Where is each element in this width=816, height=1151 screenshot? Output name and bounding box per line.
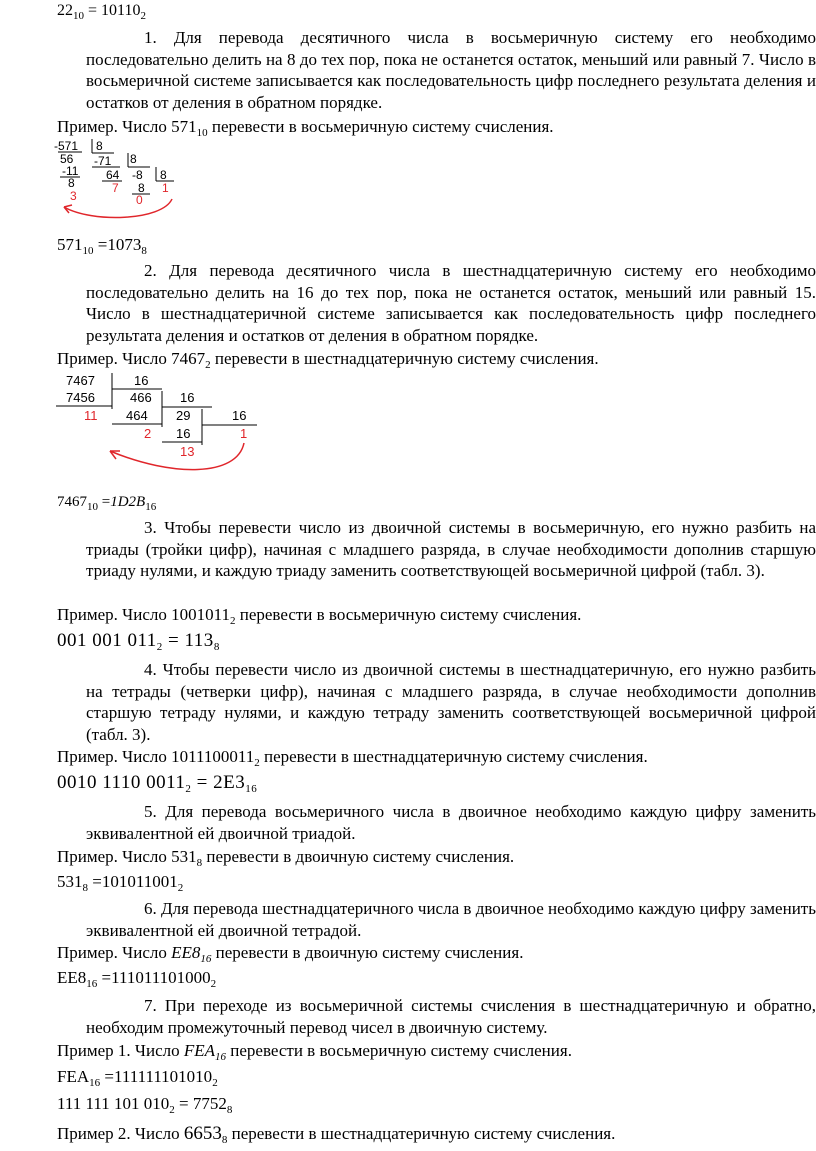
result-6: $EE8_{16} =111011101000_2$ — [57, 968, 217, 990]
fig1-cell: -71 — [94, 154, 112, 168]
fig2-cell: 466 — [130, 390, 152, 405]
fig2-cell: 29 — [176, 408, 191, 423]
example-2: Пример. Число $7467_2$ перевести в шестнадцатеричную систему счисления. — [57, 349, 599, 371]
example-4: Пример. Число $1011100011_2$ перевести в шестнадцатеричную систему счисления. — [57, 747, 648, 769]
fig1-cell: 8 — [68, 176, 75, 190]
paragraph-2: 2. Для перевода десятичного числа в шестнадцатеричную систему его необходимо последовательно делить на 16 до тех пор, пока не останется остаток, меньший или равный 15. Число в шестнадцатеричной системе записывается как последовательность цифр последнего результата деления и остатков от деления в обратном порядке. — [86, 261, 816, 345]
fig2-cell: 7467 — [66, 373, 95, 388]
result-3: 001 001 $011_2 = 113_8$ — [57, 630, 220, 653]
fig2-cell: 16 — [134, 373, 149, 388]
fig1-cell: 8 — [96, 139, 103, 153]
paragraph-6: 6. Для перевода шестнадцатеричного числа в двоичное необходимо каждую цифру заменить эквивалентной ей двоичной тетрадой. — [86, 899, 816, 940]
fig2-cell: 16 — [180, 390, 195, 405]
fig1-remainder: 7 — [112, 181, 119, 195]
paragraph-5: 5. Для перевода восьмеричного числа в двоичное необходимо каждую цифру заменить эквивалентной ей двоичной триадой. — [86, 802, 816, 843]
example-7: Пример 1. Число $FEA_{16}$ перевести в восьмеричную систему счисления. — [57, 1041, 572, 1063]
fig1-remainder: 3 — [70, 189, 77, 203]
paragraph-4: 4. Чтобы перевести число из двоичной системы в шестнадцатеричную, его нужно разбить на тетрады (четверки цифр), начиная с младшего разряда, в случае необходимости дополнив старшую тетраду нулями, и каждую тетраду заменить соответствующей восьмеричной цифрой (табл. 3). — [86, 660, 816, 744]
fig1-cell: 8 — [130, 152, 137, 166]
fig1-remainder: 1 — [162, 181, 169, 195]
fig1-cell: -571 — [54, 139, 79, 153]
fig1-remainder: 0 — [136, 193, 143, 207]
example-8: Пример 2. Число $6653_8$ перевести в шестнадцатеричную систему счисления. — [57, 1123, 616, 1146]
fig1-cell: -11 — [62, 164, 79, 178]
example-1: Пример. Число $571_{10}$ перевести в восьмеричную систему счисления. — [57, 117, 554, 139]
example-5: Пример. Число $531_8$ перевести в двоичную систему счисления. — [57, 847, 515, 869]
fig1-cell: 56 — [60, 152, 74, 166]
fig2-cell: 16 — [176, 426, 191, 441]
fig1-cell: 8 — [160, 168, 167, 182]
fig2-remainder: 11 — [84, 408, 98, 423]
equation-top: $22_{10} = 10110_2$ — [57, 2, 146, 22]
result-7b: 111 111 101 $010_2 = 7752_8$ — [57, 1094, 233, 1116]
example-1-number: $571_{10}$ — [171, 117, 208, 139]
result-5: $531_8 =101011001_2$ — [57, 872, 184, 894]
paragraph-7: 7. При переходе из восьмеричной системы счисления в шестнадцатеричную и обратно, необходим промежуточный перевод чисел в двоичную систему. — [86, 996, 816, 1037]
example-3: Пример. Число $1001011_2$ перевести в восьмеричную систему счисления. — [57, 605, 582, 627]
fig1-arrow — [64, 199, 172, 217]
fig2-cell: 464 — [126, 408, 148, 423]
paragraph-3: 3. Чтобы перевести число из двоичной системы в восьмеричную, его нужно разбить на триады (тройки цифр), начиная с младшего разряда, в случае необходимости дополнив старшую триаду нулями, и каждую триаду заменить соответствующей восьмеричной цифрой (табл. 3). — [86, 518, 816, 581]
fig2-remainder: 2 — [144, 426, 152, 441]
example-6: Пример. Число $EE8_{16}$ перевести в двоичную систему счисления. — [57, 943, 524, 965]
fig1-cell: 8 — [138, 181, 145, 195]
division-by-16-figure — [52, 371, 282, 481]
fig1-cell: -8 — [132, 168, 143, 182]
division-by-8-figure — [52, 137, 187, 227]
fig2-remainder: 1 — [240, 426, 248, 441]
result-2: $7467_{10} =1D2B_{16}$ — [57, 494, 157, 513]
result-4: 0010 1110 $0011_2 = 2E3_{16}$ — [57, 772, 258, 795]
fig1-cell: 64 — [106, 168, 120, 182]
fig2-arrow — [110, 443, 244, 470]
fig2-cell: 16 — [232, 408, 247, 423]
result-1: $571_{10} =1073_8$ — [57, 235, 147, 257]
paragraph-1: 1. Для перевода десятичного числа в восьмеричную систему его необходимо последовательно делить на 8 до тех пор, пока не останется остаток, меньший или равный 7. Число в восьмеричной системе записывается как последовательность цифр последнего результата деления и остатков от деления в обратном порядке. — [86, 28, 816, 112]
fig2-cell: 7456 — [66, 390, 95, 405]
fig2-remainder: 13 — [180, 444, 195, 459]
result-7a: $FEA_{16} =111111101010_2$ — [57, 1067, 218, 1089]
